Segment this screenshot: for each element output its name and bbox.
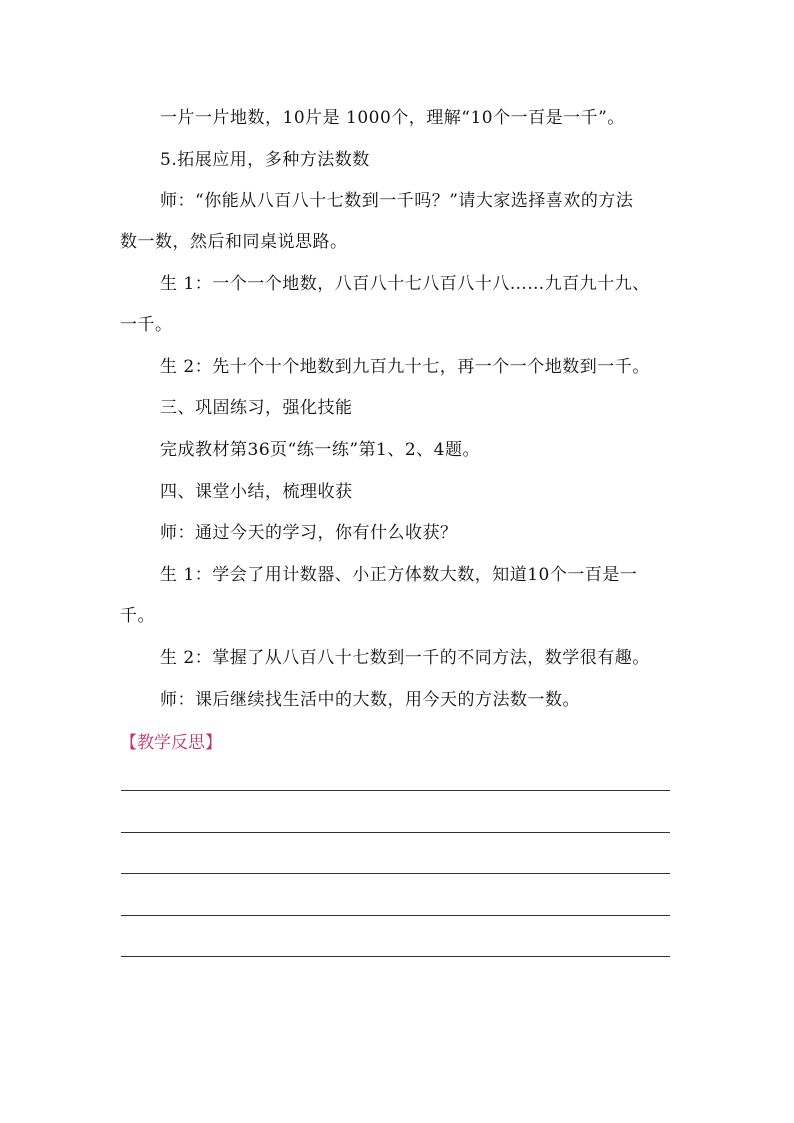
paragraph-student1-counting: 生 1：一个一个地数，八百八十七八百八十八……九百九十九、 <box>160 274 650 294</box>
paragraph-student1-summary-cont: 千。 <box>120 606 155 626</box>
paragraph-teacher-summary-question: 师：通过今天的学习，你有什么收获？ <box>160 523 458 543</box>
paragraph-teacher-question: 师：“你能从八百八十七数到一千吗？”请大家选择喜欢的方法 <box>160 191 634 211</box>
paragraph-teacher-question-cont: 数一数，然后和同桌说思路。 <box>120 232 348 252</box>
writing-line <box>121 873 670 874</box>
writing-line <box>121 915 670 916</box>
section-heading-extension: 5.拓展应用，多种方法数数 <box>160 150 370 170</box>
paragraph-student1-summary: 生 1：学会了用计数器、小正方体数大数，知道10个一百是一 <box>160 565 638 585</box>
paragraph-student1-counting-cont: 一千。 <box>120 315 173 335</box>
reflection-heading: 【教学反思】 <box>120 733 222 753</box>
paragraph-student2-counting: 生 2：先十个十个地数到九百九十七，再一个一个地数到一千。 <box>160 357 650 377</box>
writing-line <box>121 956 670 957</box>
paragraph-student2-summary: 生 2：掌握了从八百八十七数到一千的不同方法，数学很有趣。 <box>160 648 650 668</box>
paragraph-teacher-homework: 师：课后继续找生活中的大数，用今天的方法数一数。 <box>160 690 580 710</box>
paragraph-count-by-piece: 一片一片地数，10片是 1000个，理解“10个一百是一千”。 <box>160 108 625 128</box>
writing-line <box>121 832 670 833</box>
writing-line <box>121 790 670 791</box>
section-heading-summary: 四、课堂小结，梳理收获 <box>160 482 353 502</box>
paragraph-textbook-exercise: 完成教材第36页“练一练”第1、2、4题。 <box>160 440 480 460</box>
section-heading-practice: 三、巩固练习，强化技能 <box>160 398 353 418</box>
